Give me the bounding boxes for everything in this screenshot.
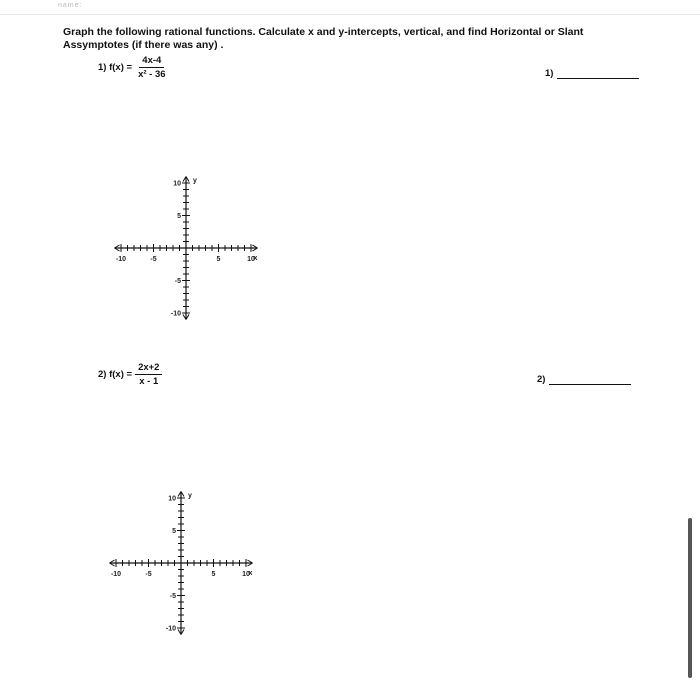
problem-2-answer-blank[interactable] [549, 383, 631, 385]
problem-1-fraction [135, 55, 168, 80]
problem-2-function [98, 362, 162, 387]
top-divider [0, 14, 700, 15]
problem-2-answer [537, 374, 631, 385]
scrollbar[interactable] [688, 518, 692, 678]
y-axis-label: y [193, 177, 197, 185]
y-tick-label: -5 [169, 593, 176, 600]
problem-1-numerator: 4x-4 [139, 55, 164, 68]
x-tick-label: -5 [150, 256, 157, 263]
x-tick-label: 5 [211, 571, 216, 578]
x-tick-label: 10 [247, 256, 255, 263]
x-axis-label: x [248, 570, 253, 577]
y-tick-label: 5 [177, 213, 181, 220]
y-tick-label: 10 [168, 495, 176, 503]
x-tick-label: 5 [216, 256, 221, 263]
problem-1-function [98, 55, 169, 80]
y-tick-label: 10 [173, 180, 181, 188]
problem-2-numerator: 2x+2 [135, 362, 162, 375]
y-tick-label: -10 [165, 625, 176, 633]
problem-1-answer [545, 68, 639, 79]
y-tick-label: -5 [174, 278, 181, 285]
x-tick-label: -10 [110, 571, 122, 578]
problem-2-answer-label: 2) [537, 374, 546, 385]
problem-1-coordinate-grid [100, 160, 290, 340]
problem-2-label: 2) f(x) = [98, 369, 133, 380]
problem-1-denominator: x² - 36 [138, 69, 166, 80]
problem-1-label: 1) f(x) = [98, 62, 133, 73]
problem-1-answer-label: 1) [545, 68, 554, 79]
x-tick-label: -5 [145, 571, 152, 578]
x-tick-label: -10 [115, 256, 127, 263]
x-axis-label: x [253, 255, 258, 262]
problem-2-fraction [135, 362, 162, 387]
header-scribble: name: [58, 2, 83, 9]
instructions-text: Graph the following rational functions. Calculate x and y-intercepts, vertical, and find Horizontal or Slant Assymptotes (if there was any) . [63, 26, 584, 51]
y-axis-label: y [188, 492, 192, 500]
problem-2-denominator: x - 1 [139, 376, 159, 387]
problem-1-answer-blank[interactable] [557, 77, 639, 79]
y-tick-label: -10 [170, 310, 181, 318]
y-tick-label: 5 [172, 528, 176, 535]
problem-2-coordinate-grid [95, 478, 285, 658]
x-tick-label: 10 [242, 571, 250, 578]
